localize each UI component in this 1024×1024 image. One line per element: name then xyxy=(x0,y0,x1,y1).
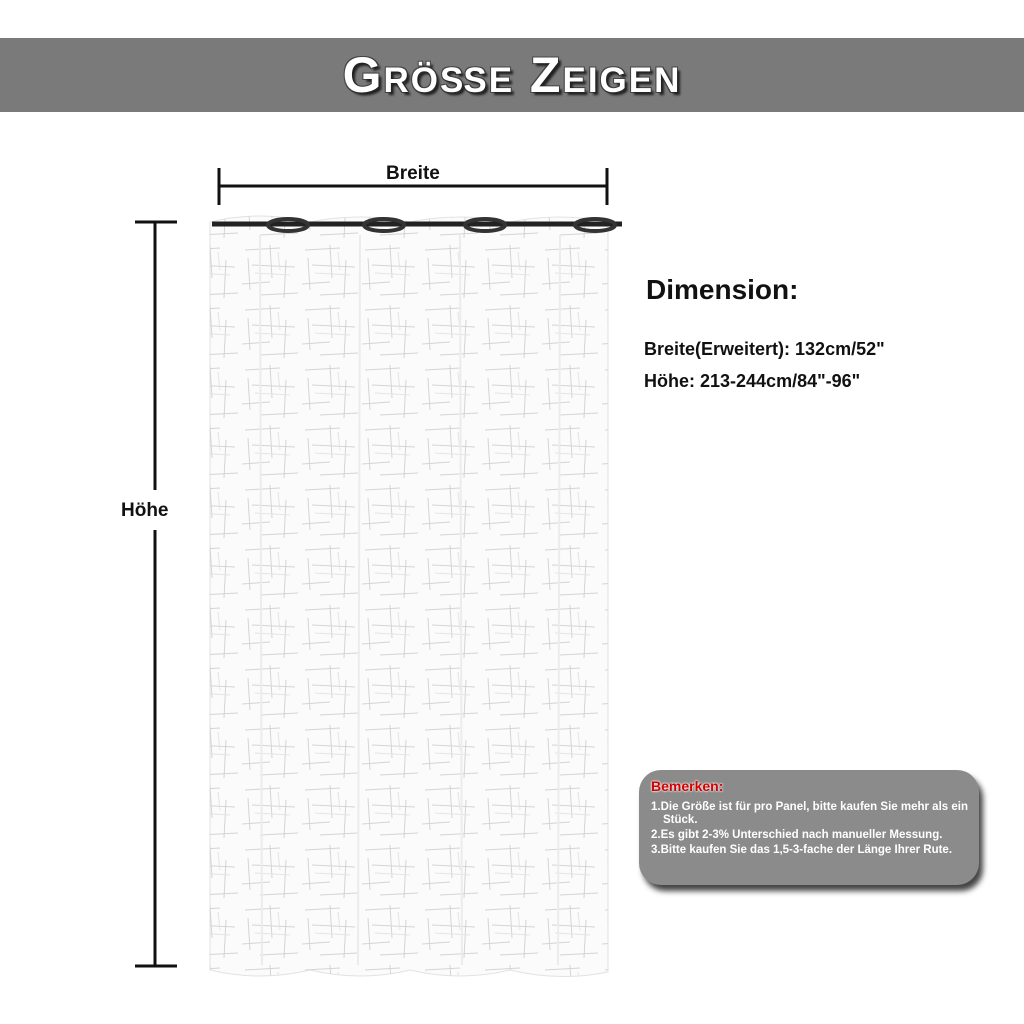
note-item: 2.Es gibt 2-3% Unterschied nach manueller Messung. xyxy=(651,829,943,841)
note-item: 1.Die Größe ist für pro Panel, bitte kaufen Sie mehr als ein Stück. xyxy=(651,801,968,826)
height-dimension-line xyxy=(135,222,177,966)
height-spec: Höhe: 213-244cm/84"-96" xyxy=(644,371,861,391)
notes-box xyxy=(639,770,979,885)
width-spec: Breite(Erweitert): 132cm/52" xyxy=(644,339,885,359)
height-label: Höhe xyxy=(121,500,169,521)
page-title: Größe Zeigen xyxy=(342,47,682,103)
dimension-title: Dimension: xyxy=(646,274,799,305)
note-item: 3.Bitte kaufen Sie das 1,5-3-fache der Länge Ihrer Rute. xyxy=(651,844,953,856)
curtain-panel xyxy=(210,216,608,977)
notes-heading: Bemerken: xyxy=(651,778,724,794)
notes-list xyxy=(651,801,976,859)
width-label: Breite xyxy=(386,163,440,184)
